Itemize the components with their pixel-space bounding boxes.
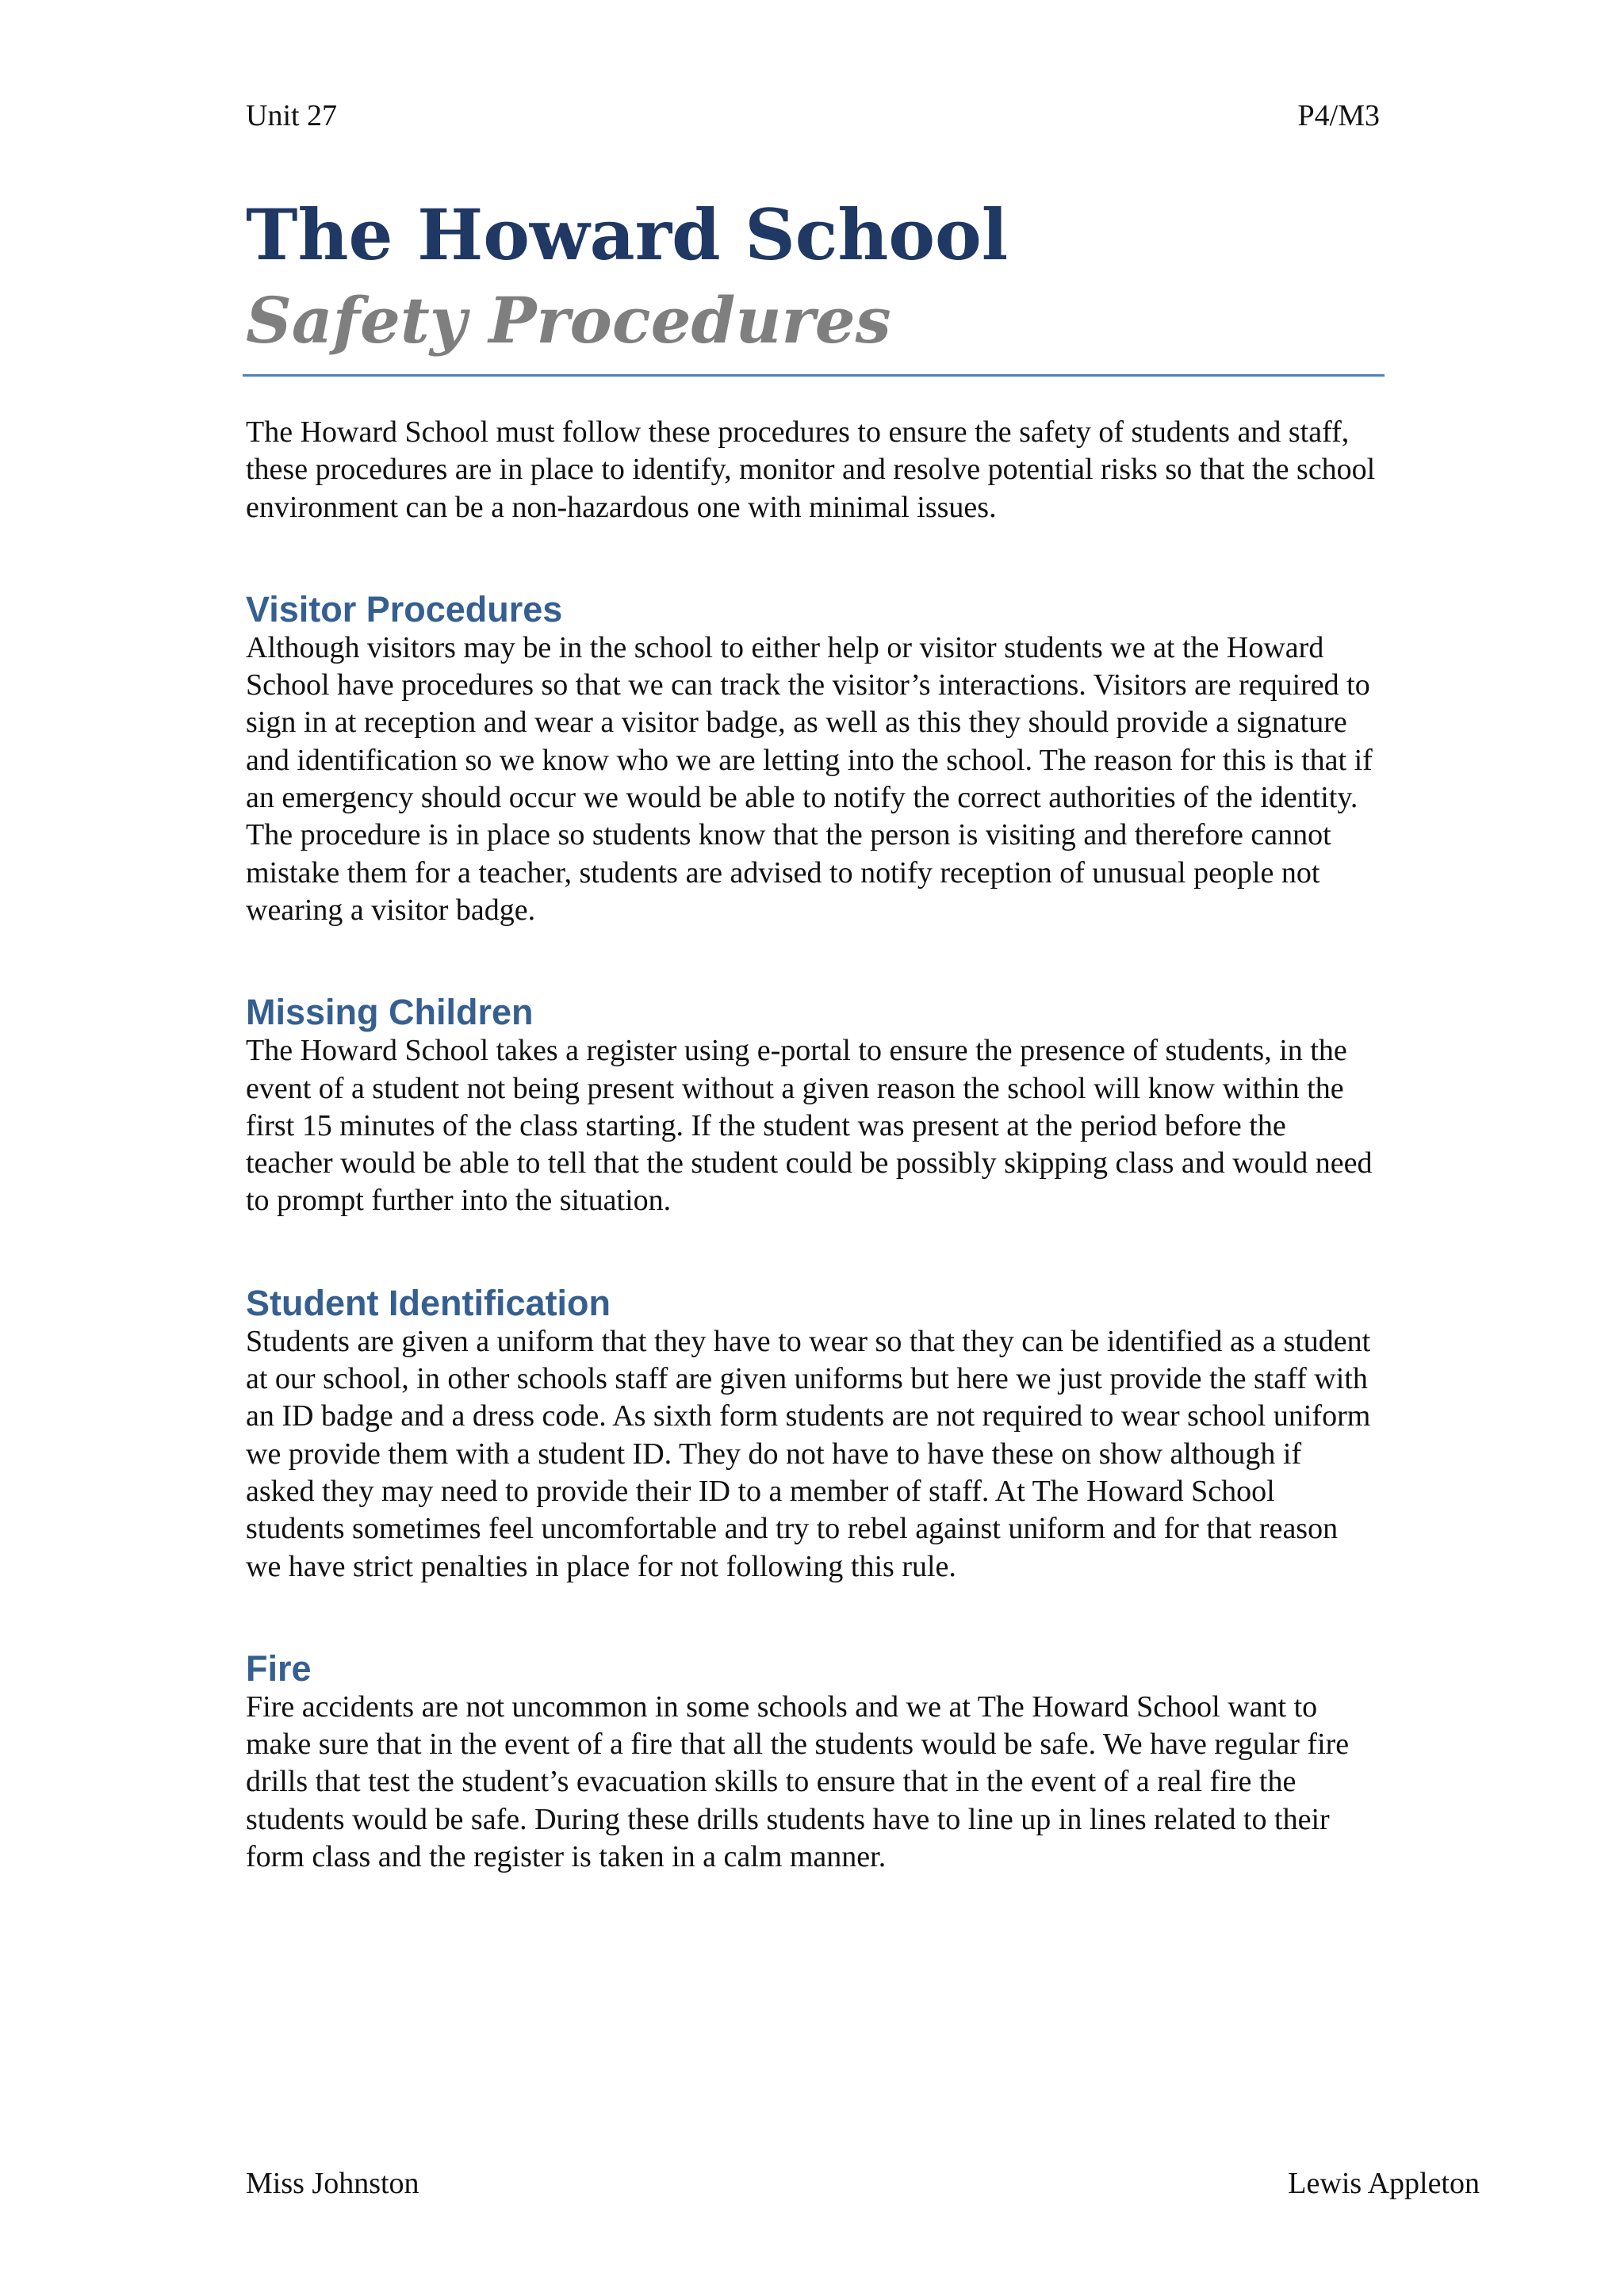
section-body: Although visitors may be in the school to either help or visitor students we at the Howard School have procedures so that we can track the visitor’s interactions. Visitors are required to sign in at reception and wear a visitor badge, as well as this they should provide a signature and identification so we know who we are letting into the school. The reason for this is that if an emergency should occur we would be able to notify the correct authorities of the identity. The procedure is in place so students know that the person is visiting and therefore cannot mistake them for a teacher, students are advised to notify reception of unusual people not wearing a visitor badge. xyxy=(246,630,1373,927)
title-block xyxy=(246,190,1385,362)
header-criteria: P4/M3 xyxy=(1297,99,1380,132)
page-subtitle: Safety Procedures xyxy=(246,283,891,358)
section-heading: Visitor Procedures xyxy=(246,588,563,629)
section-heading: Fire xyxy=(246,1647,312,1689)
title-divider xyxy=(243,374,1385,377)
footer-author: Lewis Appleton xyxy=(1288,2167,1480,2200)
section-fire xyxy=(246,1647,1377,1876)
header-unit: Unit 27 xyxy=(246,99,338,132)
section-student-identification xyxy=(246,1282,1377,1586)
section-body: Fire accidents are not uncommon in some schools and we at The Howard School want to make sure that in the event of a fire that all the students would be safe. We have regular fire drills that test the student’s evacuation skills to ensure that in the event of a real fire the students would be safe. During these drills students have to line up in lines related to their form class and the register is taken in a calm manner. xyxy=(246,1689,1350,1874)
document-body xyxy=(246,414,1377,1876)
section-body: The Howard School takes a register using e-portal to ensure the presence of students, in the event of a student not being present without a given reason the school will know within the first 15 minutes of the class starting. If the student was present at the period before the teacher would be able to tell that the student could be possibly skipping class and would need to prompt further into the situation. xyxy=(246,1034,1373,1218)
section-heading: Student Identification xyxy=(246,1282,611,1323)
section-missing-children xyxy=(246,991,1377,1219)
section-visitor-procedures xyxy=(246,588,1377,929)
footer-teacher: Miss Johnston xyxy=(246,2167,419,2200)
intro-paragraph: The Howard School must follow these procedures to ensure the safety of students and staff, these procedures are in place to identify, monitor and resolve potential risks so that the school environment can be a non-hazardous one with minimal issues. xyxy=(246,415,1376,524)
page-title: The Howard School xyxy=(246,193,1009,276)
section-heading: Missing Children xyxy=(246,992,534,1033)
section-body: Students are given a uniform that they have to wear so that they can be identified as a student at our school, in other schools staff are given uniforms but here we just provide the staff with an ID badge and a dress code. As sixth form students are not required to wear school uniform we provide them with a student ID. They do not have to have these on show although if asked they may need to provide their ID to a member of staff. At The Howard School students sometimes feel uncomfortable and try to rebel against uniform and for that reason we have strict penalties in place for not following this rule. xyxy=(246,1324,1371,1583)
